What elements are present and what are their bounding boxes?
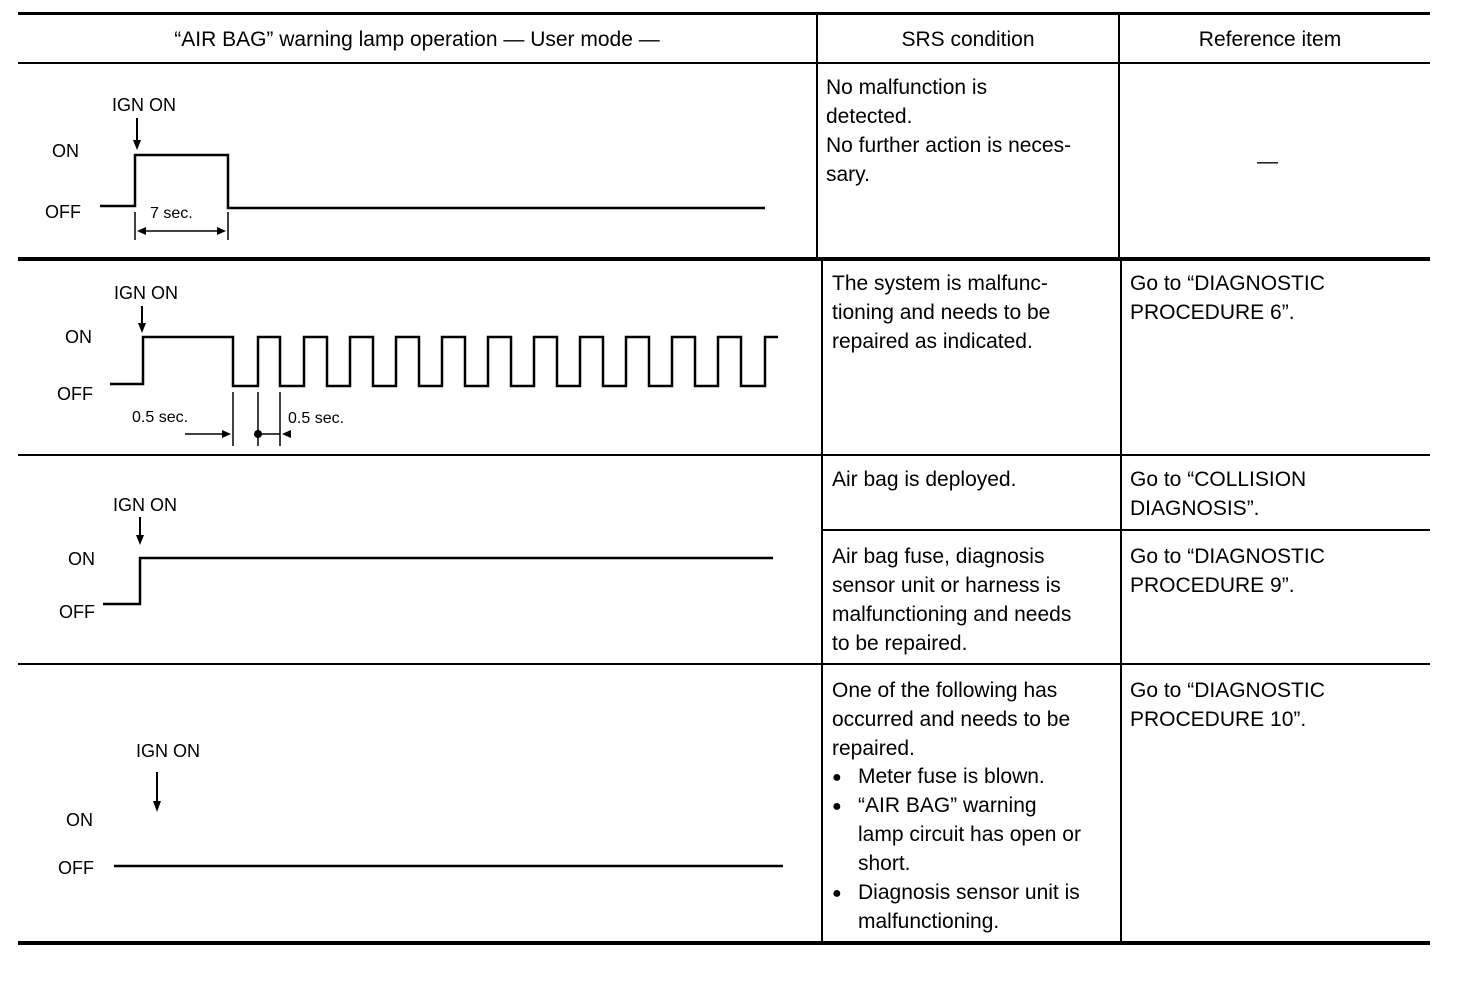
row4-condition-intro-line: One of the following has (832, 679, 1058, 702)
row2-period-b-label: 0.5 sec. (288, 410, 345, 427)
row4-bullet-line: “AIR BAG” warning (858, 794, 1037, 817)
row4-bullet-line: lamp circuit has open or (858, 823, 1081, 846)
bullet-dot-icon: ● (832, 798, 842, 815)
row4-bullet-line: Meter fuse is blown. (858, 765, 1045, 788)
row4-ign-on-label: IGN ON (136, 741, 201, 761)
header-reference-item: Reference item (1198, 28, 1342, 51)
row2-off-label: OFF (57, 384, 93, 404)
row1-on-label: ON (52, 141, 79, 161)
row4-condition-intro-line: repaired. (832, 737, 915, 760)
row2-condition-line: The system is malfunc- (832, 272, 1048, 295)
row1-off-label: OFF (45, 202, 81, 222)
row2-reference-line: PROCEDURE 6”. (1130, 301, 1295, 324)
row3-condition-a: Air bag is deployed. (832, 468, 1017, 491)
row1-condition-line: No further action is neces- (826, 134, 1072, 157)
row4-condition-intro-line: occurred and needs to be (832, 708, 1071, 731)
header-srs-condition: SRS condition (901, 28, 1035, 51)
row3-condition-b-line: to be repaired. (832, 632, 968, 655)
row4-bullet-line: short. (858, 852, 911, 875)
row1-duration-label: 7 sec. (150, 205, 193, 222)
row3-off-label: OFF (59, 602, 95, 622)
row1-condition-line: detected. (826, 105, 913, 128)
row4-bullet-line: malfunctioning. (858, 910, 1000, 933)
row4-off-label: OFF (58, 858, 94, 878)
row4-reference-line: Go to “DIAGNOSTIC (1130, 679, 1325, 702)
row3-reference-b-line: Go to “DIAGNOSTIC (1130, 545, 1325, 568)
row3-on-label: ON (68, 549, 95, 569)
row1-condition-line: No malfunction is (826, 76, 988, 99)
header-operation: “AIR BAG” warning lamp operation — User mode — (174, 28, 660, 51)
row2-condition-line: repaired as indicated. (832, 330, 1033, 353)
bullet-dot-icon: ● (832, 885, 842, 902)
row3-condition-b-line: Air bag fuse, diagnosis (832, 545, 1045, 568)
row3-reference-a-line: DIAGNOSIS”. (1130, 497, 1260, 520)
row1-ign-on-label: IGN ON (112, 95, 177, 115)
row3-reference-b-line: PROCEDURE 9”. (1130, 574, 1295, 597)
row1-condition-line: sary. (826, 163, 870, 186)
row2-ign-on-label: IGN ON (114, 283, 179, 303)
row3-condition-b-line: sensor unit or harness is (832, 574, 1061, 597)
row2-condition-line: tioning and needs to be (832, 301, 1051, 324)
row2-on-label: ON (65, 327, 92, 347)
row4-bullet-line: Diagnosis sensor unit is (858, 881, 1080, 904)
row3-reference-a-line: Go to “COLLISION (1130, 468, 1307, 491)
row1-reference-dash: — (1257, 150, 1278, 173)
row3-condition-b-line: malfunctioning and needs (832, 603, 1072, 626)
row2-reference-line: Go to “DIAGNOSTIC (1130, 272, 1325, 295)
row4-on-label: ON (66, 810, 93, 830)
bullet-dot-icon: ● (832, 769, 842, 786)
row2-period-a-label: 0.5 sec. (132, 409, 189, 426)
row3-ign-on-label: IGN ON (113, 495, 178, 515)
row4-reference-line: PROCEDURE 10”. (1130, 708, 1307, 731)
